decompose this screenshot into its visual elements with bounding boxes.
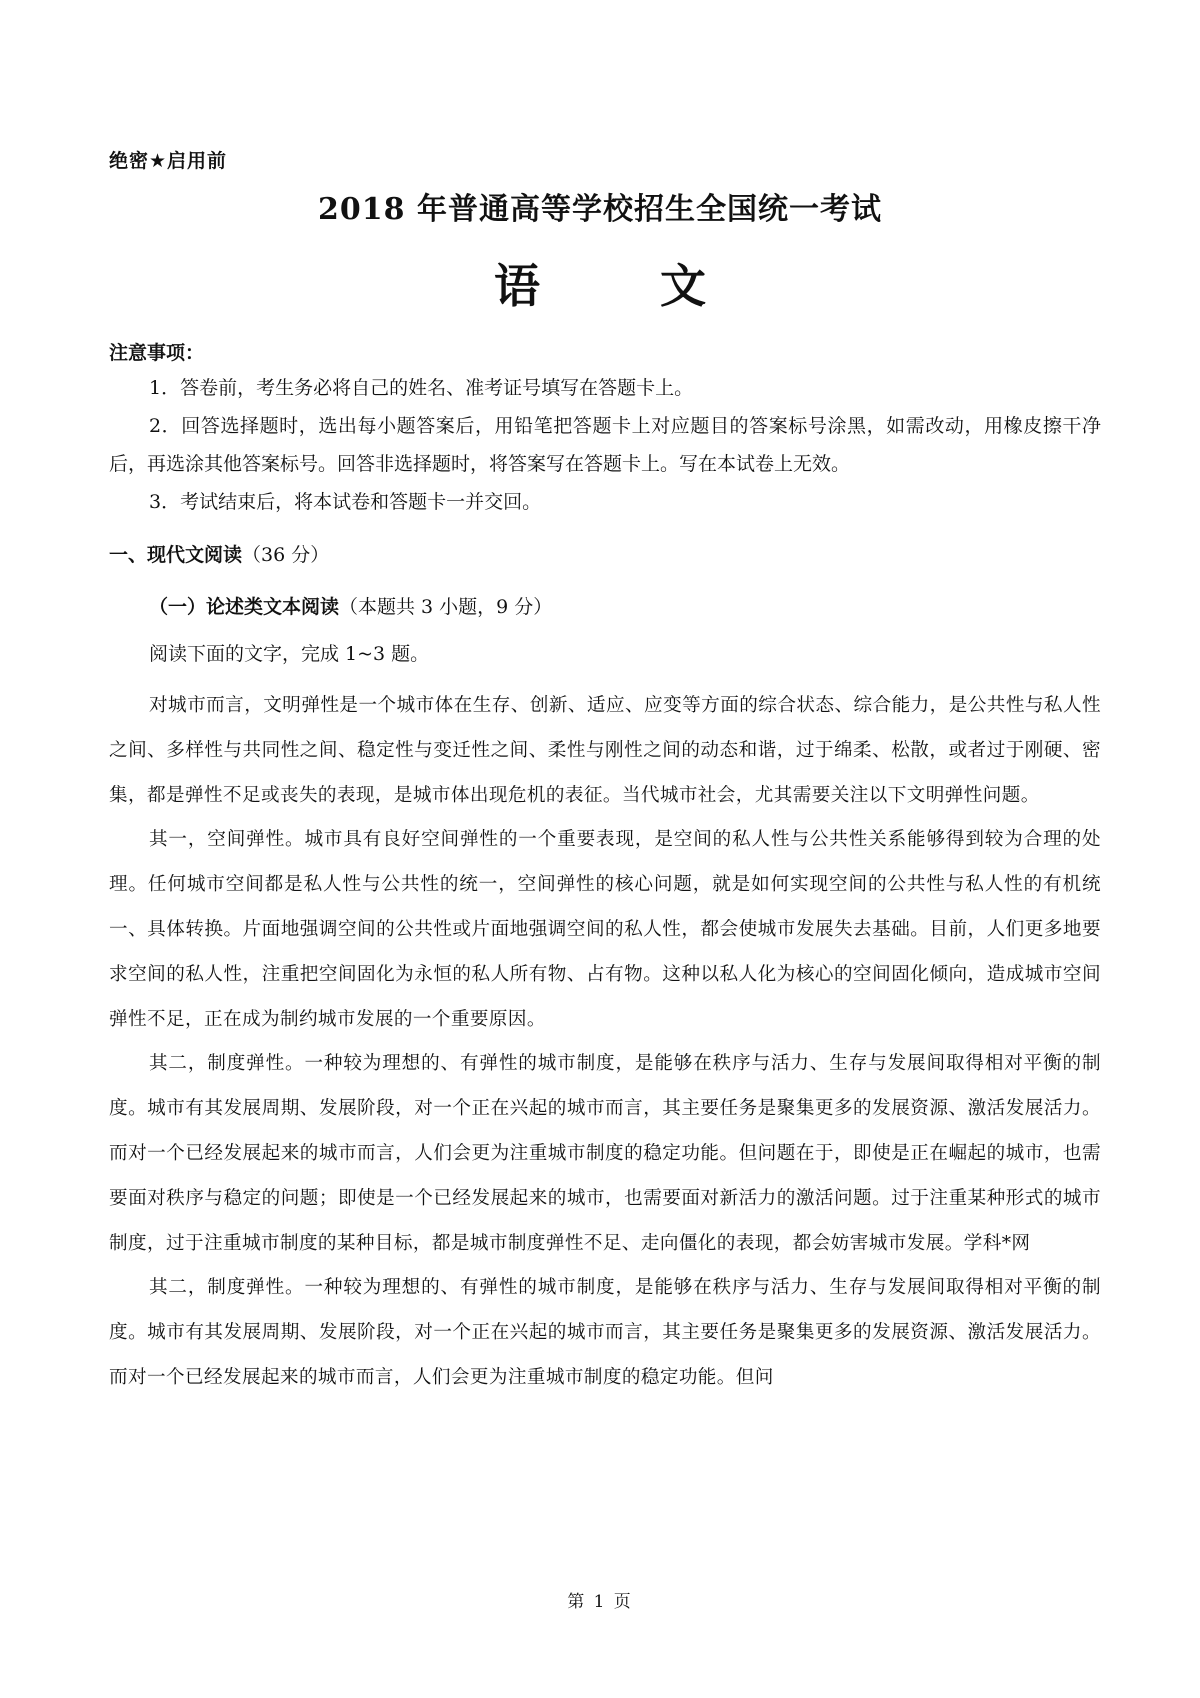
notes-item: 3．考试结束后，将本试卷和答题卡一并交回。 (149, 491, 542, 513)
page-number: 第 1 页 (567, 1592, 633, 1612)
confidential-label: 绝密★启用前 (109, 150, 228, 172)
reading-passage (109, 684, 1101, 1401)
notes-list (109, 369, 1101, 521)
subsection-heading (149, 592, 552, 619)
section-score: （36 分） (242, 544, 330, 566)
notes-heading: 注意事项： (109, 342, 205, 364)
passage-paragraph: 其二，制度弹性。一种较为理想的、有弹性的城市制度，是能够在秩序与活力、生存与发展间取得相对平衡的制度。城市有其发展周期、发展阶段，对一个正在兴起的城市而言，其主要任务是聚集更多的发展资源、激活发展活力。而对一个已经发展起来的城市而言，人们会更为注重城市制度的稳定功能。但问 (109, 1277, 1101, 1388)
notes-item: 2．回答选择题时，选出每小题答案后，用铅笔把答题卡上对应题目的答案标号涂黑，如需改动，用橡皮擦干净后，再选涂其他答案标号。回答非选择题时，将答案写在答题卡上。写在本试卷上无效。 (109, 415, 1101, 475)
reading-instruction: 阅读下面的文字，完成 1~3 题。 (149, 643, 430, 665)
subsection-detail: （本题共 3 小题，9 分） (339, 596, 553, 618)
subject-title: 语 文 (493, 259, 758, 313)
section-heading (109, 540, 329, 567)
passage-paragraph: 其二，制度弹性。一种较为理想的、有弹性的城市制度，是能够在秩序与活力、生存与发展间取得相对平衡的制度。城市有其发展周期、发展阶段，对一个正在兴起的城市而言，其主要任务是聚集更多的发展资源、激活发展活力。而对一个已经发展起来的城市而言，人们会更为注重城市制度的稳定功能。但问题在于，即使是正在崛起的城市，也需要面对秩序与稳定的问题；即使是一个已经发展起来的城市，也需要面对新活力的激活问题。过于注重某种形式的城市制度，过于注重城市制度的某种目标，都是城市制度弹性不足、走向僵化的表现，都会妨害城市发展。学科*网 (109, 1053, 1101, 1254)
section-title: 一、现代文阅读 (109, 544, 243, 566)
notes-item: 1．答卷前，考生务必将自己的姓名、准考证号填写在答题卡上。 (149, 377, 694, 399)
subsection-title: （一）论述类文本阅读 (149, 596, 340, 618)
exam-title: 2018 年普通高等学校招生全国统一考试 (318, 192, 882, 227)
passage-paragraph: 对城市而言，文明弹性是一个城市体在生存、创新、适应、应变等方面的综合状态、综合能力，是公共性与私人性之间、多样性与共同性之间、稳定性与变迁性之间、柔性与刚性之间的动态和谐，过于绵柔、松散，或者过于刚硬、密集，都是弹性不足或丧失的表现，是城市体出现危机的表征。当代城市社会，尤其需要关注以下文明弹性问题。 (109, 695, 1101, 806)
passage-paragraph: 其一，空间弹性。城市具有良好空间弹性的一个重要表现，是空间的私人性与公共性关系能够得到较为合理的处理。任何城市空间都是私人性与公共性的统一，空间弹性的核心问题，就是如何实现空间的公共性与私人性的有机统一、具体转换。片面地强调空间的公共性或片面地强调空间的私人性，都会使城市发展失去基础。目前，人们更多地要求空间的私人性，注重把空间固化为永恒的私人所有物、占有物。这种以私人化为核心的空间固化倾向，造成城市空间弹性不足，正在成为制约城市发展的一个重要原因。 (109, 829, 1101, 1030)
